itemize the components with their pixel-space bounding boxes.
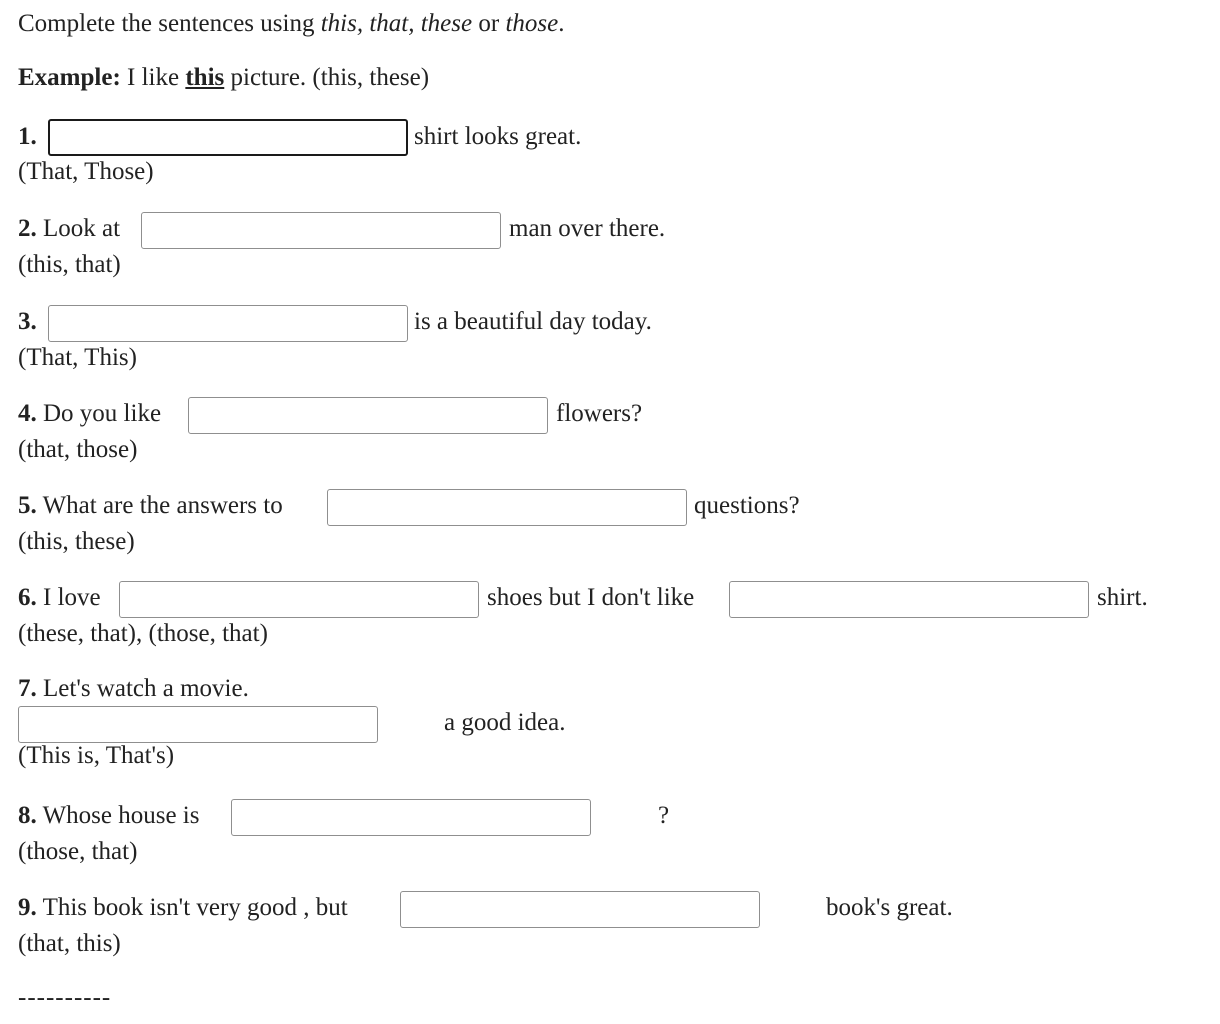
answer-input-1[interactable]	[48, 119, 408, 156]
answer-input-7[interactable]	[18, 706, 378, 743]
question-post-text: shirt looks great.	[414, 123, 582, 150]
question-prompt	[18, 215, 120, 243]
question-options: (This is, That's)	[18, 742, 175, 769]
instructions-lead: Complete the sentences using	[18, 10, 321, 37]
instructions-end: .	[558, 10, 565, 37]
question-options: (that, this)	[18, 930, 121, 957]
question-options: (these, that), (those, that)	[18, 620, 268, 647]
question-pre-text: Look at	[43, 215, 121, 242]
example-before: I like	[120, 64, 186, 91]
question-pre-text: This book isn't very good , but	[42, 894, 348, 921]
example-label: Example:	[18, 64, 121, 91]
answer-input-9[interactable]	[400, 891, 760, 928]
question-prompt	[18, 492, 283, 520]
question-post-text: book's great.	[826, 894, 953, 921]
question-pre-text: What are the answers to	[42, 492, 283, 519]
question-number: 5.	[18, 492, 37, 519]
question-number: 6.	[18, 584, 37, 611]
question-post-text: ?	[658, 802, 670, 829]
question-options: (That, Those)	[18, 158, 154, 185]
question-number: 3.	[18, 308, 37, 335]
question-pre-text: Do you like	[43, 400, 162, 427]
instructions	[18, 10, 564, 38]
question-pre-text: Whose house is	[42, 802, 200, 829]
answer-input-4[interactable]	[188, 397, 548, 434]
example	[18, 64, 429, 92]
question-options: (those, that)	[18, 838, 138, 865]
question-options: (this, that)	[18, 251, 121, 278]
question-number: 1.	[18, 123, 37, 150]
answer-input-6a[interactable]	[119, 581, 479, 618]
question-prompt	[18, 802, 199, 830]
instructions-words: this, that, these	[320, 10, 473, 37]
example-answer: this	[185, 64, 225, 91]
question-pre-text: Let's watch a movie.	[43, 675, 249, 702]
footer-divider: ----------	[18, 984, 112, 1011]
question-options: (That, This)	[18, 344, 137, 371]
question-options: (this, these)	[18, 528, 135, 555]
answer-input-2[interactable]	[141, 212, 501, 249]
question-prompt	[18, 400, 161, 428]
instructions-mid: or	[472, 10, 506, 37]
question-prompt	[18, 675, 249, 703]
question-post-text: shirt.	[1097, 584, 1148, 611]
question-prompt	[18, 584, 101, 612]
instructions-last: those	[505, 10, 559, 37]
question-number: 9.	[18, 894, 37, 921]
question-post-text: man over there.	[509, 215, 666, 242]
question-number: 7.	[18, 675, 37, 702]
question-post-text: flowers?	[556, 400, 643, 427]
answer-input-6b[interactable]	[729, 581, 1089, 618]
question-post-text: is a beautiful day today.	[414, 308, 652, 335]
question-number: 4.	[18, 400, 37, 427]
question-number: 2.	[18, 215, 37, 242]
question-post-text: questions?	[694, 492, 800, 519]
example-after: picture. (this, these)	[224, 64, 430, 91]
question-pre-text: I love	[43, 584, 101, 611]
answer-input-3[interactable]	[48, 305, 408, 342]
answer-input-5[interactable]	[327, 489, 687, 526]
question-options: (that, those)	[18, 436, 138, 463]
question-number: 8.	[18, 802, 37, 829]
question-prompt	[18, 894, 348, 922]
answer-input-8[interactable]	[231, 799, 591, 836]
question-post-text: a good idea.	[444, 709, 566, 736]
question-mid-text: shoes but I don't like	[487, 584, 695, 611]
